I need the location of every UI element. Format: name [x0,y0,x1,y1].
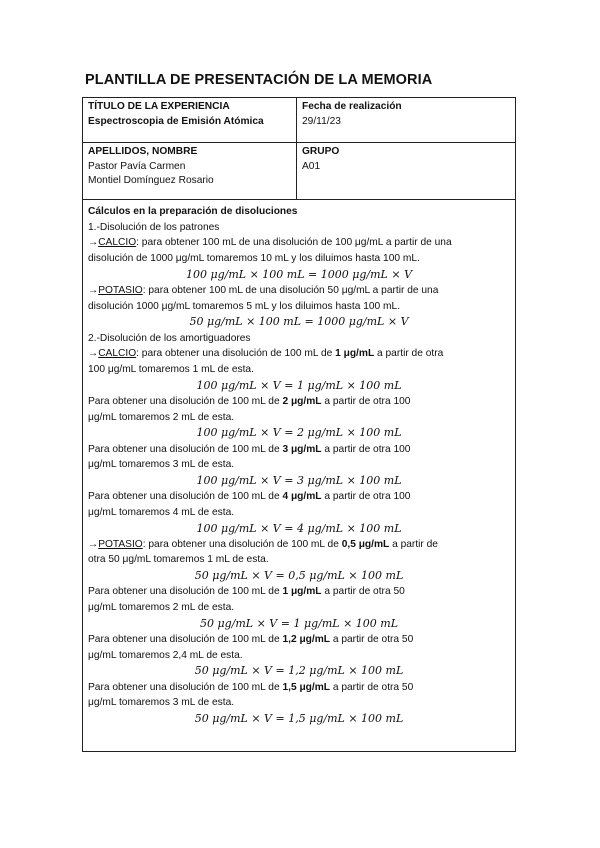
concentration: 1 μg/mL [335,348,375,360]
experience-row [83,98,516,143]
text: a partir de otra [374,348,444,360]
text: a partir de [389,538,438,550]
calcio-amort-line-2: 100 μg/mL tomaremos 1 mL de esta. [88,364,254,376]
equation-calcio-2: 100 μg/mL × V = 2 μg/mL × 100 mL [196,426,402,440]
date-label: Fecha de realización [302,101,402,112]
calcio-3-line-1 [88,442,510,458]
calculations-cell [83,200,516,752]
text: : para obtener una disolución de 100 mL de [136,348,336,360]
calculations-row [83,200,516,752]
concentration: 2 μg/mL [282,395,322,407]
date-value: 29/11/23 [302,115,341,127]
document-title: PLANTILLA DE PRESENTACIÓN DE LA MEMORIA [85,72,433,88]
group-cell [297,143,516,200]
potasio-4-line-2: μg/mL tomaremos 3 mL de esta. [88,697,235,709]
equation-calcio-patron: 100 μg/mL × 100 mL = 1000 μg/mL × V [185,267,413,281]
potasio-patron-line-2: disolución 1000 μg/mL tomaremos 5 mL y los diluimos hasta 100 mL. [88,300,401,312]
equation-potasio-4: 50 μg/mL × V = 1,5 μg/mL × 100 mL [194,712,404,725]
text: Para obtener una disolución de 100 mL de [88,443,283,455]
calcio-2-line-1 [88,394,510,410]
calcio-2-line-2: μg/mL tomaremos 2 mL de esta. [88,411,235,423]
potasio-patron-line-1 [88,283,510,299]
equation-calcio-4: 100 μg/mL × V = 4 μg/mL × 100 mL [196,521,402,535]
potasio-3-line-2: μg/mL tomaremos 2,4 mL de esta. [88,649,243,661]
potasio-label: POTASIO [98,285,143,297]
equation-calcio-1: 100 μg/mL × V = 1 μg/mL × 100 mL [196,378,402,392]
concentration: 1,5 μg/mL [282,681,331,693]
text: a partir de otra 50 [330,633,414,645]
potasio-amort-line-1 [88,537,510,553]
calcio-patron-line-2: disolución de 1000 μg/mL tomaremos 10 mL y los diluimos hasta 100 mL. [88,253,420,265]
potasio-patron-text: : para obtener 100 mL de una disolución 50 μg/mL a partir de una [142,285,439,297]
potasio-2-line-1 [88,584,510,600]
calcio-label: CALCIO [98,237,137,249]
experience-label: TÍTULO DE LA EXPERIENCIA [88,101,230,112]
text: Para obtener una disolución de 100 mL de [88,633,283,645]
text: Para obtener una disolución de 100 mL de [88,395,283,407]
text: a partir de otra 100 [321,443,411,455]
names-row [83,143,516,200]
text: a partir de otra 100 [321,395,411,407]
text: Para obtener una disolución de 100 mL de [88,586,283,598]
arrow-icon: → [88,237,99,249]
text: a partir de otra 50 [321,586,405,598]
student-name-2: Montiel Domínguez Rosario [88,175,214,186]
equation-potasio-patron: 50 μg/mL × 100 mL = 1000 μg/mL × V [189,315,409,329]
potasio-4-line-1 [88,680,510,696]
calc-heading: Cálculos en la preparación de disoluciones [88,206,298,217]
group-label: GRUPO [302,146,340,157]
concentration: 1,2 μg/mL [282,633,331,645]
report-table [82,97,516,752]
section-patrones: 1.-Disolución de los patrones [88,221,220,233]
potasio-label: POTASIO [98,538,143,550]
concentration: 3 μg/mL [282,443,322,455]
experience-value: Espectroscopia de Emisión Atómica [88,115,264,127]
names-label: APELLIDOS, NOMBRE [88,146,198,157]
potasio-2-line-2: μg/mL tomaremos 2 mL de esta. [88,602,235,614]
equation-potasio-3: 50 μg/mL × V = 1,2 μg/mL × 100 mL [194,664,404,678]
arrow-icon: → [88,538,99,550]
text: : para obtener una disolución de 100 mL de [142,538,342,550]
group-value: A01 [302,160,321,172]
concentration: 0,5 μg/mL [341,538,390,550]
calcio-4-line-1 [88,489,510,505]
potasio-amort-line-2: otra 50 μg/mL tomaremos 1 mL de esta. [88,554,269,566]
equation-calcio-3: 100 μg/mL × V = 3 μg/mL × 100 mL [196,473,402,487]
calcio-patron-line-1 [88,235,510,251]
calcio-3-line-2: μg/mL tomaremos 3 mL de esta. [88,459,235,471]
equation-potasio-1: 50 μg/mL × V = 0,5 μg/mL × 100 mL [194,569,404,583]
text: a partir de otra 50 [330,681,414,693]
calcio-patron-text: : para obtener 100 mL de una disolución de 100 μg/mL a partir de una [136,237,452,249]
text: Para obtener una disolución de 100 mL de [88,491,283,503]
concentration: 4 μg/mL [282,491,322,503]
arrow-icon: → [88,285,99,297]
date-cell [297,98,516,143]
student-name-1: Pastor Pavía Carmen [88,160,186,172]
concentration: 1 μg/mL [282,586,322,598]
text: Para obtener una disolución de 100 mL de [88,681,283,693]
names-cell [83,143,297,200]
arrow-icon: → [88,348,99,360]
calcio-label: CALCIO [98,348,137,360]
potasio-3-line-1 [88,632,510,648]
equation-potasio-2: 50 μg/mL × V = 1 μg/mL × 100 mL [199,616,399,630]
calcio-4-line-2: μg/mL tomaremos 4 mL de esta. [88,506,235,518]
text: a partir de otra 100 [321,491,411,503]
section-amortiguadores: 2.-Disolución de los amortiguadores [88,332,251,344]
experience-cell [83,98,297,143]
calcio-amort-line-1 [88,346,510,362]
